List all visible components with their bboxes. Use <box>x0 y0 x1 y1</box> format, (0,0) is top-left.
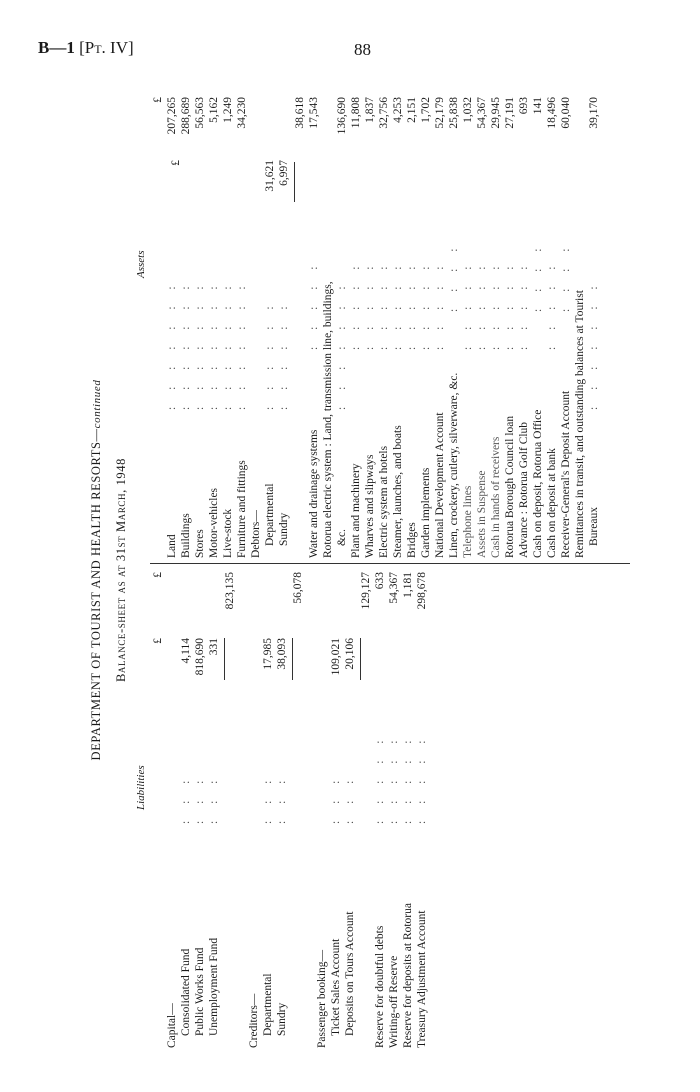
asset-amount-furniture: 34,230 <box>236 97 248 129</box>
asset-amount-block2-6: 52,179 <box>434 97 446 129</box>
balance-sheet-subtitle: Balance-sheet as at 31st March, 1948 <box>114 458 128 682</box>
debtors-label: Debtors— <box>250 510 262 558</box>
asset-amount-block2-13: 141 <box>532 97 544 115</box>
leader-dots: : : : : <box>448 241 460 312</box>
capital-label-0: Consolidated Fund <box>180 948 192 1036</box>
asset-label-block2-4: Bridges <box>406 522 418 558</box>
leader-dots: : : : : : : : <box>236 279 248 410</box>
asset-amount-block2-10: 29,945 <box>490 97 502 129</box>
other-liability-amount-3: 298,678 <box>416 572 428 610</box>
leader-dots: : : : : : <box>420 259 432 350</box>
leader-dots: : : : : : <box>416 733 428 824</box>
leader-dots: : : : : : <box>374 733 386 824</box>
balance-sheet <box>88 90 648 1050</box>
asset-label-remittances: Remittances in transit, and outstanding balances at Tourist <box>574 290 586 558</box>
creditors-total: 56,078 <box>292 572 304 604</box>
leader-dots: : : : : : : : <box>194 279 206 410</box>
leader-dots: : : : : : : <box>264 299 276 410</box>
leader-dots: : : : <box>330 773 342 824</box>
capital-total: 823,135 <box>224 572 236 610</box>
leader-dots: : : : : : <box>392 259 404 350</box>
asset-amount-motor-vehicles: 5,162 <box>208 97 220 123</box>
leader-dots: : : : : : <box>406 259 418 350</box>
other-liability-label-3: Treasury Adjustment Account <box>416 910 428 1048</box>
leader-dots: : : : : : <box>490 259 502 350</box>
leader-dots: : : : : : <box>388 733 400 824</box>
asset-label-rotorua-electric: Rotorua electric system : Land, transmission line, buildings, <box>322 281 334 558</box>
asset-label-water: Water and drainage systems <box>308 429 320 558</box>
asset-label-block2-8: Telephone lines <box>462 485 474 558</box>
asset-label-rotorua-electric-cont: &c. <box>336 529 348 546</box>
other-liability-amount-0: 633 <box>374 572 386 590</box>
other-liability-label-1: Writing-off Reserve <box>388 955 400 1048</box>
asset-label-block2-15: Receiver-General's Deposit Account <box>560 390 572 558</box>
passenger-amount-1: 20,106 <box>344 638 356 670</box>
asset-label-block2-5: Garden implements <box>420 467 432 558</box>
passenger-label-0: Ticket Sales Account <box>330 938 342 1036</box>
passenger-amount-0: 109,021 <box>330 638 342 676</box>
asset-label-block2-3: Steamer, launches, and boats <box>392 425 404 558</box>
subtotal-rule <box>360 638 361 680</box>
creditors-label-1: Sundry <box>276 1002 288 1036</box>
assets-heading: Assets <box>135 250 147 278</box>
asset-amount-stores: 56,563 <box>194 97 206 129</box>
asset-label-block2-1: Wharves and slipways <box>364 454 376 558</box>
asset-label-stores: Stores <box>194 529 206 558</box>
leader-dots: : : : <box>262 773 274 824</box>
leader-dots: : : : : : <box>402 733 414 824</box>
subtotal-rule <box>292 638 293 680</box>
asset-amount-buildings: 288,689 <box>180 97 192 135</box>
leader-dots: : : : : : <box>504 259 516 350</box>
asset-amount-block2-1: 1,837 <box>364 97 376 123</box>
asset-amount-live-stock: 1,249 <box>222 97 234 123</box>
column-divider <box>150 563 630 564</box>
asset-amount-block2-15: 60,040 <box>560 97 572 129</box>
leader-dots: : : : : : : : <box>166 279 178 410</box>
leader-dots: : : : : : <box>462 259 474 350</box>
document-title <box>90 90 105 1050</box>
capital-amount-1: 818,690 <box>194 638 206 676</box>
capital-amount-0: 4,114 <box>180 638 192 664</box>
asset-label-block2-10: Cash in hands of receivers <box>490 436 502 558</box>
asset-label-block2-12: Advance : Rotorua Golf Club <box>518 421 530 558</box>
asset-label-block2-11: Rotorua Borough Council loan <box>504 415 516 558</box>
subtotal-rule <box>294 162 295 202</box>
asset-amount-block2-11: 27,191 <box>504 97 516 129</box>
liabilities-currency-outer: £ <box>152 572 164 578</box>
creditors-label: Creditors— <box>248 993 260 1048</box>
leader-dots: : : : : <box>532 241 544 312</box>
leader-dots: : : : <box>208 773 220 824</box>
asset-label-land: Land <box>166 534 178 558</box>
asset-label-motor-vehicles: Motor-vehicles <box>208 487 220 558</box>
page-number: 88 <box>354 40 371 59</box>
liabilities-heading: Liabilities <box>135 765 147 810</box>
title-text: DEPARTMENT OF TOURIST AND HEALTH RESORTS— <box>89 428 103 761</box>
leader-dots: : : : : : <box>518 259 530 350</box>
asset-amount-block2-9: 54,367 <box>476 97 488 129</box>
debtors-label-0: Departmental <box>264 483 276 546</box>
asset-amount-block2-3: 4,253 <box>392 97 404 123</box>
asset-label-live-stock: Live-stock <box>222 508 234 558</box>
leader-dots: : : : : : : <box>278 299 290 410</box>
liabilities-currency-inner: £ <box>152 638 164 644</box>
asset-label-block2-0: Plant and machinery <box>350 463 362 558</box>
asset-amount-block2-12: 693 <box>518 97 530 115</box>
debtors-amount-1: 6,997 <box>278 160 290 186</box>
leader-dots: : : : : : : : <box>336 279 348 410</box>
leader-dots: : : : : : : : <box>588 279 600 410</box>
other-liability-label-0: Reserve for doubtful debts <box>374 925 386 1048</box>
asset-amount-block2-4: 2,151 <box>406 97 418 123</box>
debtors-amount-0: 31,621 <box>264 160 276 192</box>
debtors-total: 38,618 <box>294 97 306 129</box>
creditors-label-0: Departmental <box>262 973 274 1036</box>
other-liability-amount-2: 1,181 <box>402 572 414 598</box>
asset-label-block2-6: National Development Account <box>434 412 446 558</box>
passenger-label-1: Deposits on Tours Account <box>344 911 356 1036</box>
subtotal-rule <box>224 638 225 680</box>
other-liability-amount-1: 54,367 <box>388 572 400 604</box>
leader-dots: : : : <box>180 773 192 824</box>
leader-dots: : : : : : <box>350 259 362 350</box>
reference-code: B—1 <box>38 38 75 57</box>
asset-label-block2-13: Cash on deposit, Rotorua Office <box>532 409 544 558</box>
asset-amount-block2-14: 18,496 <box>546 97 558 129</box>
asset-label-remittances-cont: Bureaux <box>588 507 600 546</box>
leader-dots: : : : : : <box>308 259 320 350</box>
debtors-label-1: Sundry <box>278 512 290 546</box>
asset-label-block2-2: Electric system at hotels <box>378 445 390 558</box>
capital-amount-2: 331 <box>208 638 220 656</box>
asset-amount-block2-7: 25,838 <box>448 97 460 129</box>
creditors-amount-1: 38,093 <box>276 638 288 670</box>
leader-dots: : : : : : <box>476 259 488 350</box>
asset-amount-block2-0: 11,808 <box>350 97 362 129</box>
other-liability-label-2: Reserve for deposits at Rotorua <box>402 903 414 1048</box>
document-reference <box>38 38 134 58</box>
capital-label-1: Public Works Fund <box>194 947 206 1036</box>
asset-amount-remittances: 39,170 <box>588 97 600 129</box>
assets-currency-inner: £ <box>170 160 182 166</box>
passenger-total: 129,127 <box>360 572 372 610</box>
asset-label-block2-9: Assets in Suspense <box>476 470 488 558</box>
title-suffix: continued <box>91 379 103 429</box>
asset-amount-block2-2: 32,756 <box>378 97 390 129</box>
capital-label-2: Unemployment Fund <box>208 937 220 1036</box>
asset-amount-block2-5: 1,702 <box>420 97 432 123</box>
leader-dots: : : : : : <box>434 259 446 350</box>
assets-currency-outer: £ <box>152 97 164 103</box>
asset-label-buildings: Buildings <box>180 513 192 558</box>
leader-dots: : : : <box>344 773 356 824</box>
capital-label: Capital— <box>166 1003 178 1048</box>
leader-dots: : : : : : <box>364 259 376 350</box>
asset-amount-water: 17,543 <box>308 97 320 129</box>
leader-dots: : : : : : : : <box>180 279 192 410</box>
asset-amount-block2-8: 1,032 <box>462 97 474 123</box>
asset-label-furniture: Furniture and fittings <box>236 460 248 558</box>
part-label: [Pt. IV] <box>79 38 134 57</box>
leader-dots: : : : <box>194 773 206 824</box>
asset-amount-rotorua-electric: 136,690 <box>336 97 348 135</box>
leader-dots: : : : <box>276 773 288 824</box>
leader-dots: : : : : : : : <box>222 279 234 410</box>
leader-dots: : : : : <box>560 241 572 312</box>
passenger-booking-label: Passenger booking— <box>316 949 328 1048</box>
creditors-amount-0: 17,985 <box>262 638 274 670</box>
asset-label-block2-7: Linen, crockery, cutlery, silverware, &c. <box>448 372 460 558</box>
leader-dots: : : : : : : : <box>208 279 220 410</box>
asset-label-block2-14: Cash on deposit at bank <box>546 448 558 558</box>
leader-dots: : : : : : <box>546 259 558 350</box>
leader-dots: : : : : : <box>378 259 390 350</box>
asset-amount-land: 207,265 <box>166 97 178 135</box>
